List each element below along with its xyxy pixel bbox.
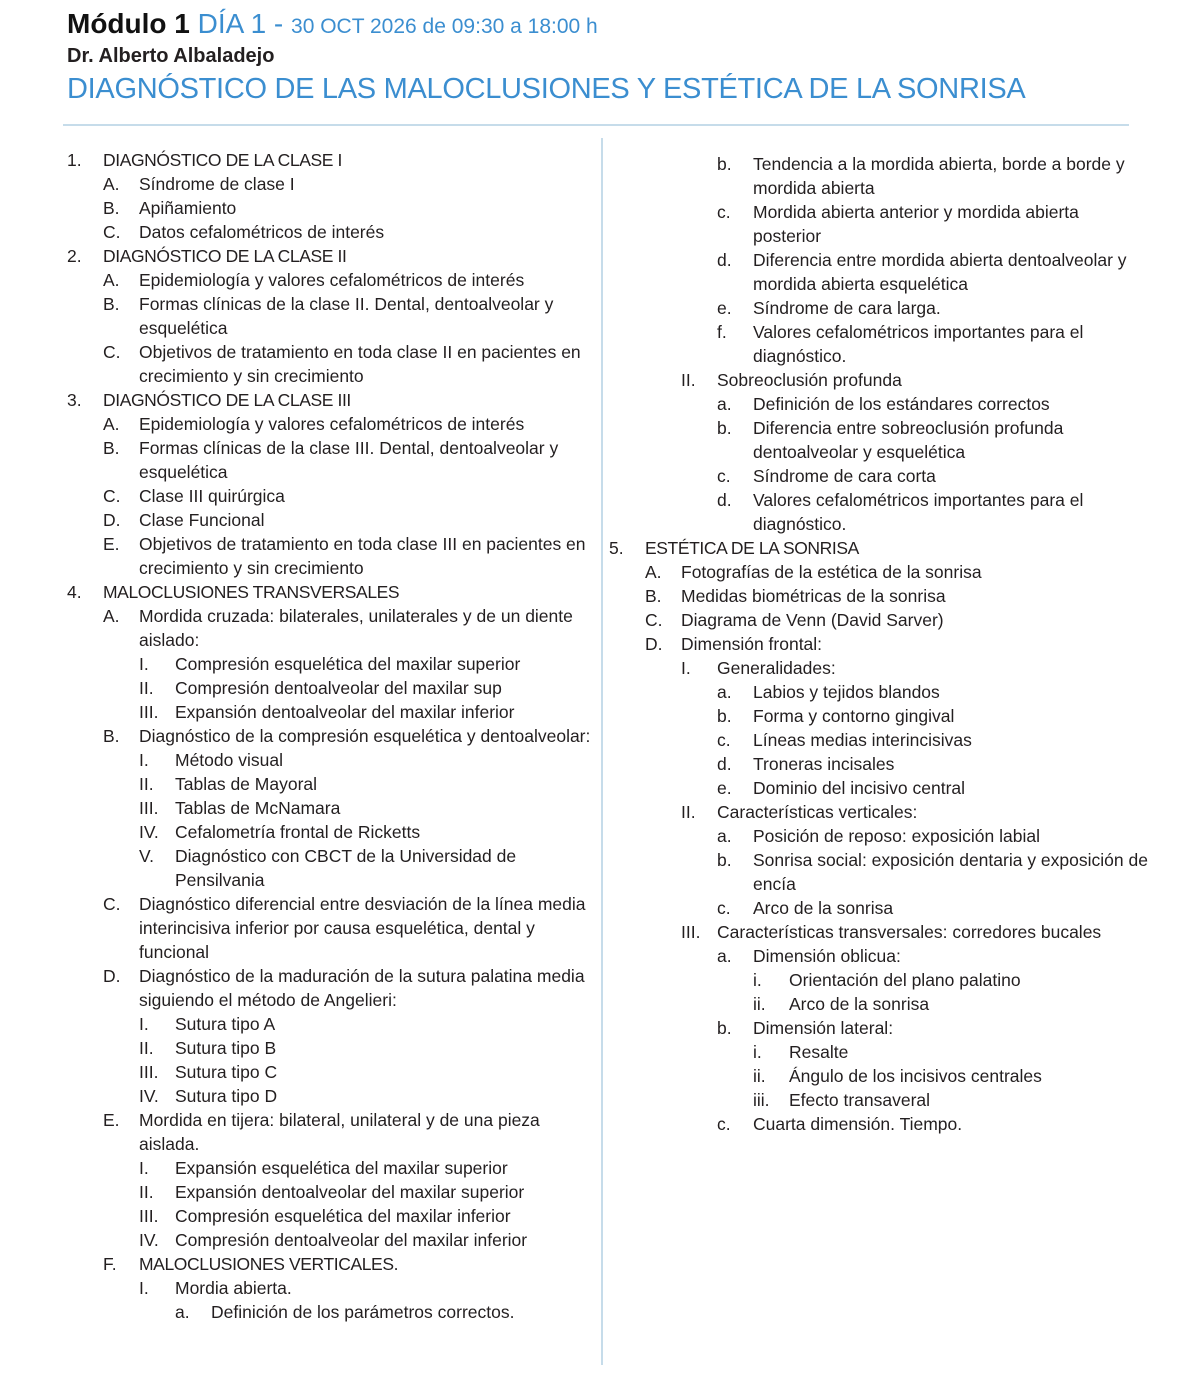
- item-marker: II.: [139, 678, 154, 698]
- list-item: [645, 608, 1149, 632]
- item-marker: C.: [103, 894, 121, 914]
- item-text: Diagnóstico de la compresión esquelética y dentoalveolar:: [139, 726, 591, 746]
- list-item: [645, 560, 1149, 584]
- item-marker: B.: [645, 586, 662, 606]
- item-text: Ángulo de los incisivos centrales: [789, 1066, 1042, 1086]
- item-marker: IV.: [139, 822, 159, 842]
- list-item: [103, 892, 592, 964]
- list-item: [139, 700, 592, 724]
- list-item: [139, 1060, 592, 1084]
- item-marker: c.: [717, 1114, 731, 1134]
- outline-left-column: [67, 148, 592, 1324]
- item-text: Epidemiología y valores cefalométricos de interés: [139, 270, 525, 290]
- item-marker: iii.: [753, 1090, 770, 1110]
- item-text: DIAGNÓSTICO DE LA CLASE II: [103, 246, 347, 266]
- item-marker: E.: [103, 1110, 120, 1130]
- list-item: [103, 1252, 592, 1276]
- item-text: Diferencia entre mordida abierta dentoalveolar y mordida abierta esquelética: [753, 250, 1127, 294]
- list-item: [103, 436, 592, 484]
- module-line: [67, 6, 1025, 45]
- item-text: Dimensión oblicua:: [753, 946, 901, 966]
- list-item: [717, 752, 1149, 776]
- item-marker: IV.: [139, 1230, 159, 1250]
- item-marker: e.: [717, 298, 732, 318]
- list-item: [139, 820, 592, 844]
- item-text: Mordida en tijera: bilateral, unilateral y de una pieza aislada.: [139, 1110, 540, 1154]
- list-item: [717, 824, 1149, 848]
- item-text: Posición de reposo: exposición labial: [753, 826, 1040, 846]
- item-marker: b.: [717, 1018, 732, 1038]
- item-text: Sutura tipo D: [175, 1086, 278, 1106]
- item-text: Dimensión lateral:: [753, 1018, 894, 1038]
- item-marker: b.: [717, 154, 732, 174]
- list-item: [103, 340, 592, 388]
- list-item: [139, 1276, 592, 1300]
- item-marker: 5.: [609, 538, 624, 558]
- item-text: Síndrome de cara corta: [753, 466, 936, 486]
- list-item: [717, 320, 1149, 368]
- list-item: [717, 944, 1149, 968]
- item-text: Expansión dentoalveolar del maxilar superior: [175, 1182, 525, 1202]
- item-marker: III.: [139, 702, 159, 722]
- item-text: Dimensión frontal:: [681, 634, 823, 654]
- item-text: Generalidades:: [717, 658, 836, 678]
- item-marker: C.: [103, 222, 121, 242]
- item-text: Síndrome de cara larga.: [753, 298, 941, 318]
- item-text: Cefalometría frontal de Ricketts: [175, 822, 421, 842]
- list-item: [717, 896, 1149, 920]
- list-item: [139, 1204, 592, 1228]
- list-item: [681, 800, 1149, 824]
- item-text: Expansión esquelética del maxilar superior: [175, 1158, 508, 1178]
- list-item: [103, 268, 592, 292]
- item-marker: I.: [139, 750, 149, 770]
- list-item: [103, 508, 592, 532]
- list-item: [67, 388, 592, 412]
- list-item: [717, 152, 1149, 200]
- outline-right-column: [609, 152, 1149, 1136]
- item-text: Dominio del incisivo central: [753, 778, 966, 798]
- item-marker: I.: [139, 1278, 149, 1298]
- list-item: [609, 536, 1149, 560]
- item-text: Expansión dentoalveolar del maxilar inferior: [175, 702, 515, 722]
- list-item: [67, 244, 592, 268]
- item-text: Cuarta dimensión. Tiempo.: [753, 1114, 963, 1134]
- item-text: Tablas de Mayoral: [175, 774, 318, 794]
- item-marker: II.: [681, 370, 696, 390]
- item-marker: I.: [681, 658, 691, 678]
- item-text: Datos cefalométricos de interés: [139, 222, 385, 242]
- day-label: DÍA 1: [197, 8, 267, 39]
- item-text: Formas clínicas de la clase II. Dental, dentoalveolar y esquelética: [139, 294, 554, 338]
- list-item: [717, 776, 1149, 800]
- item-text: Compresión esquelética del maxilar superior: [175, 654, 521, 674]
- item-text: Fotografías de la estética de la sonrisa: [681, 562, 982, 582]
- course-title: DIAGNÓSTICO DE LAS MALOCLUSIONES Y ESTÉTICA DE LA SONRISA: [67, 73, 1026, 105]
- item-marker: b.: [717, 850, 732, 870]
- item-marker: C.: [645, 610, 663, 630]
- item-marker: i.: [753, 1042, 762, 1062]
- list-item: [753, 992, 1149, 1016]
- item-marker: f.: [717, 322, 727, 342]
- item-text: Efecto transaveral: [789, 1090, 931, 1110]
- item-marker: A.: [103, 414, 120, 434]
- item-marker: a.: [717, 682, 732, 702]
- item-marker: D.: [645, 634, 663, 654]
- item-marker: B.: [103, 294, 120, 314]
- item-marker: I.: [139, 1158, 149, 1178]
- item-text: Epidemiología y valores cefalométricos de interés: [139, 414, 525, 434]
- item-text: Diagnóstico diferencial entre desviación de la línea media interincisiva inferior por causa esquelética, dental y funcional: [139, 894, 586, 962]
- list-item: [139, 1012, 592, 1036]
- column-divider: [601, 138, 603, 1365]
- list-item: [717, 416, 1149, 464]
- item-marker: i.: [753, 970, 762, 990]
- item-marker: I.: [139, 654, 149, 674]
- item-marker: I.: [139, 1014, 149, 1034]
- list-item: [103, 292, 592, 340]
- item-marker: b.: [717, 706, 732, 726]
- item-text: Sutura tipo C: [175, 1062, 278, 1082]
- list-item: [103, 604, 592, 652]
- item-text: Mordida abierta anterior y mordida abierta posterior: [753, 202, 1079, 246]
- item-text: Síndrome de clase I: [139, 174, 295, 194]
- item-text: Orientación del plano palatino: [789, 970, 1021, 990]
- item-marker: IV.: [139, 1086, 159, 1106]
- item-text: Formas clínicas de la clase III. Dental, dentoalveolar y esquelética: [139, 438, 559, 482]
- list-item: [139, 748, 592, 772]
- document-header: [67, 6, 1025, 109]
- item-text: Sutura tipo A: [175, 1014, 276, 1034]
- list-item: [139, 1228, 592, 1252]
- list-item: [717, 296, 1149, 320]
- horizontal-divider: [63, 124, 1129, 126]
- item-text: Líneas medias interincisivas: [753, 730, 972, 750]
- list-item: [717, 728, 1149, 752]
- item-marker: a.: [717, 394, 732, 414]
- item-marker: B.: [103, 726, 120, 746]
- list-item: [717, 488, 1149, 536]
- item-text: Compresión dentoalveolar del maxilar sup: [175, 678, 502, 698]
- list-item: [645, 632, 1149, 656]
- item-text: Tendencia a la mordida abierta, borde a borde y mordida abierta: [753, 154, 1125, 198]
- item-marker: a.: [717, 946, 732, 966]
- item-text: Arco de la sonrisa: [789, 994, 930, 1014]
- list-item: [753, 1064, 1149, 1088]
- item-marker: d.: [717, 754, 732, 774]
- item-marker: III.: [139, 1206, 159, 1226]
- item-text: Valores cefalométricos importantes para el diagnóstico.: [753, 490, 1084, 534]
- list-item: [717, 848, 1149, 896]
- list-item: [139, 796, 592, 820]
- item-marker: C.: [103, 486, 121, 506]
- item-marker: A.: [103, 174, 120, 194]
- item-marker: B.: [103, 198, 120, 218]
- list-item: [139, 1084, 592, 1108]
- item-marker: III.: [139, 1062, 159, 1082]
- item-text: Diagnóstico de la maduración de la sutura palatina media siguiendo el método de Angelieri:: [139, 966, 585, 1010]
- item-text: Clase Funcional: [139, 510, 265, 530]
- item-marker: 4.: [67, 582, 82, 602]
- list-item: [753, 1040, 1149, 1064]
- item-text: MALOCLUSIONES VERTICALES.: [139, 1254, 399, 1274]
- list-item: [645, 584, 1149, 608]
- item-marker: A.: [645, 562, 662, 582]
- list-item: [67, 580, 592, 604]
- item-marker: V.: [139, 846, 154, 866]
- list-item: [681, 920, 1149, 944]
- item-marker: F.: [103, 1254, 117, 1274]
- list-item: [681, 368, 1149, 392]
- list-item: [717, 1112, 1149, 1136]
- list-item: [103, 484, 592, 508]
- item-marker: c.: [717, 898, 731, 918]
- item-text: Definición de los estándares correctos: [753, 394, 1050, 414]
- list-item: [753, 1088, 1149, 1112]
- list-item: [139, 1156, 592, 1180]
- list-item: [717, 464, 1149, 488]
- item-text: Diagrama de Venn (David Sarver): [681, 610, 944, 630]
- list-item: [717, 1016, 1149, 1040]
- item-marker: c.: [717, 466, 731, 486]
- item-marker: III.: [681, 922, 701, 942]
- item-text: Características verticales:: [717, 802, 918, 822]
- list-item: [175, 1300, 592, 1324]
- list-item: [139, 1036, 592, 1060]
- item-marker: ii.: [753, 1066, 766, 1086]
- list-item: [717, 392, 1149, 416]
- item-text: Resalte: [789, 1042, 849, 1062]
- item-text: Arco de la sonrisa: [753, 898, 894, 918]
- item-text: DIAGNÓSTICO DE LA CLASE I: [103, 150, 342, 170]
- item-text: Diferencia entre sobreoclusión profunda dentoalveolar y esquelética: [753, 418, 1064, 462]
- list-item: [717, 680, 1149, 704]
- item-text: Características transversales: corredores bucales: [717, 922, 1102, 942]
- item-text: Medidas biométricas de la sonrisa: [681, 586, 946, 606]
- item-marker: E.: [103, 534, 120, 554]
- list-item: [717, 704, 1149, 728]
- item-text: Definición de los parámetros correctos.: [211, 1302, 515, 1322]
- item-marker: c.: [717, 730, 731, 750]
- item-text: Mordida cruzada: bilaterales, unilaterales y de un diente aislado:: [139, 606, 573, 650]
- item-text: Valores cefalométricos importantes para el diagnóstico.: [753, 322, 1084, 366]
- module-title: Módulo 1: [67, 8, 190, 39]
- item-text: Diagnóstico con CBCT de la Universidad de Pensilvania: [175, 846, 517, 890]
- item-text: Sobreoclusión profunda: [717, 370, 902, 390]
- item-text: Sutura tipo B: [175, 1038, 277, 1058]
- item-text: Tablas de McNamara: [175, 798, 341, 818]
- list-item: [717, 248, 1149, 296]
- session-date: 30 OCT 2026 de 09:30 a 18:00 h: [291, 15, 598, 38]
- list-item: [139, 652, 592, 676]
- list-item: [717, 200, 1149, 248]
- list-item: [103, 172, 592, 196]
- item-marker: d.: [717, 490, 732, 510]
- item-marker: III.: [139, 798, 159, 818]
- item-marker: A.: [103, 270, 120, 290]
- item-marker: D.: [103, 510, 121, 530]
- doctor-name: Dr. Alberto Albaladejo: [67, 45, 275, 67]
- item-text: Clase III quirúrgica: [139, 486, 285, 506]
- item-marker: II.: [681, 802, 696, 822]
- item-text: Objetivos de tratamiento en toda clase II en pacientes en crecimiento y sin crecimiento: [139, 342, 581, 386]
- list-item: [103, 1108, 592, 1156]
- item-text: Mordia abierta.: [175, 1278, 292, 1298]
- item-text: ESTÉTICA DE LA SONRISA: [645, 538, 859, 558]
- item-marker: C.: [103, 342, 121, 362]
- list-item: [139, 844, 592, 892]
- item-marker: II.: [139, 1182, 154, 1202]
- list-item: [139, 772, 592, 796]
- separator: -: [266, 8, 292, 39]
- list-item: [753, 968, 1149, 992]
- item-text: DIAGNÓSTICO DE LA CLASE III: [103, 390, 351, 410]
- item-text: Forma y contorno gingival: [753, 706, 955, 726]
- item-marker: e.: [717, 778, 732, 798]
- item-marker: a.: [175, 1302, 190, 1322]
- item-marker: 1.: [67, 150, 82, 170]
- list-item: [103, 412, 592, 436]
- item-marker: II.: [139, 774, 154, 794]
- list-item: [103, 196, 592, 220]
- item-text: MALOCLUSIONES TRANSVERSALES: [103, 582, 400, 602]
- item-marker: a.: [717, 826, 732, 846]
- list-item: [103, 532, 592, 580]
- item-text: Apiñamiento: [139, 198, 237, 218]
- item-text: Objetivos de tratamiento en toda clase III en pacientes en crecimiento y sin crecimiento: [139, 534, 586, 578]
- item-text: Troneras incisales: [753, 754, 895, 774]
- list-item: [103, 220, 592, 244]
- item-marker: b.: [717, 418, 732, 438]
- item-marker: d.: [717, 250, 732, 270]
- item-text: Sonrisa social: exposición dentaria y exposición de encía: [753, 850, 1148, 894]
- list-item: [103, 964, 592, 1012]
- item-text: Compresión dentoalveolar del maxilar inferior: [175, 1230, 528, 1250]
- item-marker: c.: [717, 202, 731, 222]
- list-item: [681, 656, 1149, 680]
- list-item: [103, 724, 592, 748]
- item-marker: ii.: [753, 994, 766, 1014]
- list-item: [139, 676, 592, 700]
- list-item: [67, 148, 592, 172]
- item-marker: D.: [103, 966, 121, 986]
- item-marker: 2.: [67, 246, 82, 266]
- item-marker: B.: [103, 438, 120, 458]
- item-marker: II.: [139, 1038, 154, 1058]
- item-text: Compresión esquelética del maxilar inferior: [175, 1206, 511, 1226]
- item-text: Labios y tejidos blandos: [753, 682, 940, 702]
- item-marker: A.: [103, 606, 120, 626]
- item-marker: 3.: [67, 390, 82, 410]
- list-item: [139, 1180, 592, 1204]
- item-text: Método visual: [175, 750, 283, 770]
